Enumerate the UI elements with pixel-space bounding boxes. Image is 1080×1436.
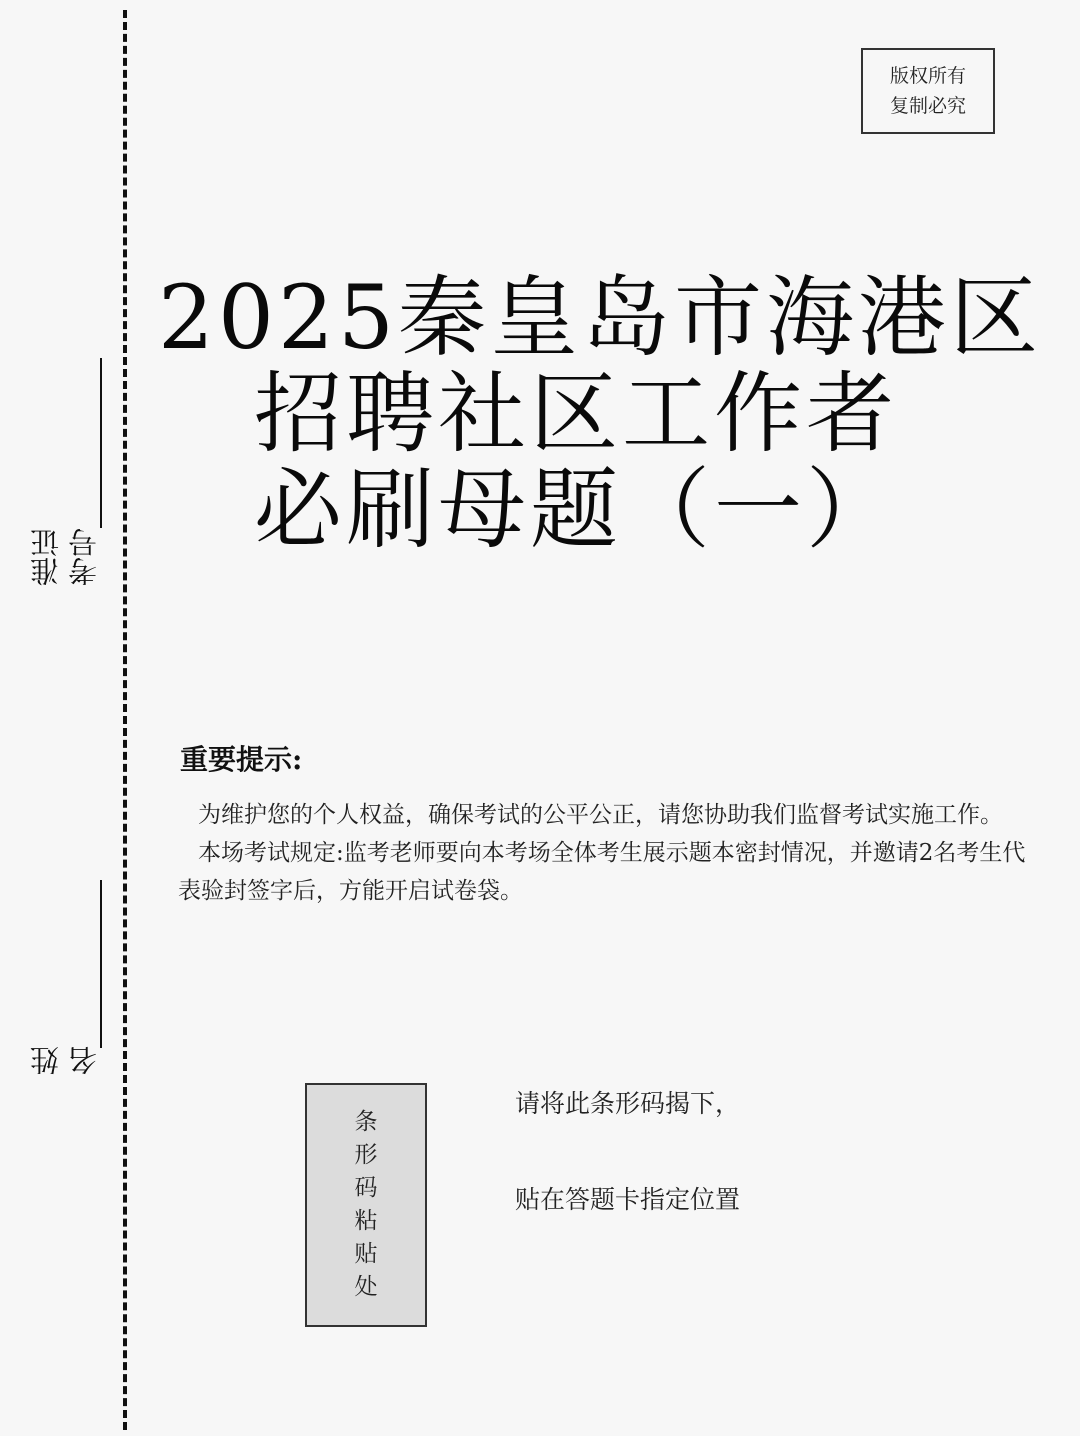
barcode-note-line1: 请将此条形码揭下， bbox=[515, 1089, 741, 1118]
copyright-line2: 复制必究 bbox=[889, 95, 966, 117]
exam-number-label-group bbox=[30, 528, 110, 608]
barcode-char: 贴 bbox=[354, 1241, 378, 1267]
title-line-2: 招聘社区工作者 bbox=[254, 362, 899, 465]
name-label-col1: 姓 bbox=[29, 1046, 63, 1075]
barcode-char: 处 bbox=[354, 1274, 378, 1300]
copyright-box bbox=[861, 48, 995, 134]
title-line-1: 2025秦皇岛市海港区 bbox=[158, 266, 1042, 369]
name-label-col2: 名 bbox=[67, 1046, 101, 1075]
title-line-3: 必刷母题（一） bbox=[254, 458, 899, 561]
binding-dashed-line bbox=[123, 10, 127, 1430]
notice-body bbox=[178, 796, 1034, 910]
exam-number-label-col1: 准证 bbox=[29, 528, 63, 586]
notice-paragraph-1: 为维护您的个人权益，确保考试的公平公正，请您协助我们监督考试实施工作。 bbox=[198, 802, 1003, 828]
barcode-char: 码 bbox=[354, 1175, 378, 1201]
name-label-group bbox=[30, 1046, 110, 1086]
page-title bbox=[150, 266, 1050, 561]
barcode-char: 形 bbox=[354, 1142, 378, 1168]
notice-paragraph-2: 本场考试规定:监考老师要向本考场全体考生展示题本密封情况，并邀请2名考生代表验封签字后，方能开启试卷袋。 bbox=[178, 840, 1026, 904]
name-write-line bbox=[100, 880, 102, 1048]
barcode-placeholder bbox=[305, 1083, 427, 1327]
copyright-line1: 版权所有 bbox=[889, 65, 966, 87]
exam-number-label-col2: 考号 bbox=[67, 528, 101, 586]
exam-number-write-line bbox=[100, 358, 102, 528]
notice-heading: 重要提示: bbox=[180, 743, 303, 776]
barcode-note-line2: 贴在答题卡指定位置 bbox=[515, 1185, 741, 1214]
barcode-char: 粘 bbox=[354, 1208, 378, 1234]
barcode-char: 条 bbox=[354, 1109, 378, 1135]
